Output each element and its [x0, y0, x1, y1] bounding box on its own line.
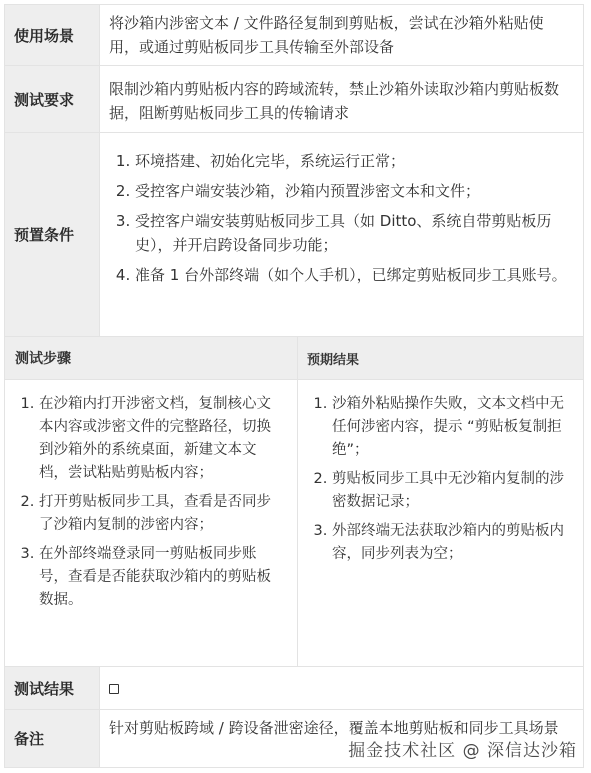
list-item: 2. 剪贴板同步工具中无沙箱内复制的涉密数据记录； [332, 468, 571, 514]
list-item: 1. 沙箱外粘贴操作失败，文本文档中无任何涉密内容，提示 “剪贴板复制拒绝”； [332, 393, 571, 462]
list-item: 3. 外部终端无法获取沙箱内的剪贴板内容，同步列表为空； [332, 520, 571, 566]
scene-label: 使用场景 [4, 4, 100, 66]
list-item: 1. 环境搭建、初始化完毕，系统运行正常； [135, 149, 573, 173]
test-case-table [4, 4, 584, 768]
requirement-label: 测试要求 [4, 65, 100, 133]
list-item: 1. 在沙箱内打开涉密文档，复制核心文本内容或涉密文件的完整路径，切换到沙箱外的系统桌面，新建文本文档，尝试粘贴剪贴板内容； [39, 393, 281, 485]
steps-header: 测试步骤 [4, 336, 298, 380]
expected-list [297, 379, 584, 667]
precondition-list [99, 132, 584, 337]
remark-text: 针对剪贴板跨域 / 跨设备泄密途径，覆盖本地剪贴板和同步工具场景 [99, 709, 584, 768]
watermark: 掘金技术社区 @ 深信达沙箱 [348, 741, 577, 761]
list-item: 3. 在外部终端登录同一剪贴板同步账号，查看是否能获取沙箱内的剪贴板数据。 [39, 543, 281, 612]
result-checkbox[interactable] [109, 684, 119, 694]
list-item: 2. 受控客户端安装沙箱，沙箱内预置涉密文本和文件； [135, 179, 573, 203]
expected-header: 预期结果 [297, 336, 584, 380]
list-item: 4. 准备 1 台外部终端（如个人手机），已绑定剪贴板同步工具账号。 [135, 263, 573, 287]
steps-list [4, 379, 298, 667]
scene-text: 将沙箱内涉密文本 / 文件路径复制到剪贴板，尝试在沙箱外粘贴使用，或通过剪贴板同步工具传输至外部设备 [99, 4, 584, 66]
precondition-label: 预置条件 [4, 132, 100, 337]
result-value [99, 666, 584, 710]
requirement-text: 限制沙箱内剪贴板内容的跨域流转，禁止沙箱外读取沙箱内剪贴板数据，阻断剪贴板同步工具的传输请求 [99, 65, 584, 133]
remark-label: 备注 [4, 709, 100, 768]
result-label: 测试结果 [4, 666, 100, 710]
list-item: 3. 受控客户端安装剪贴板同步工具（如 Ditto、系统自带剪贴板历史），并开启跨设备同步功能； [135, 209, 573, 257]
list-item: 2. 打开剪贴板同步工具，查看是否同步了沙箱内复制的涉密内容； [39, 491, 281, 537]
